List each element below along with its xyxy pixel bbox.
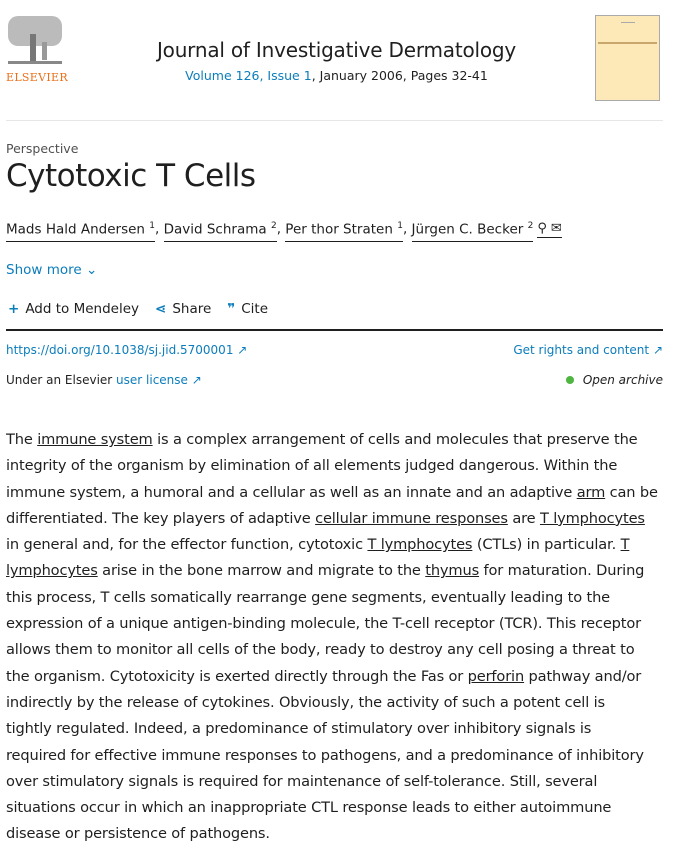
cite-button[interactable]: ❞ Cite [227,301,269,317]
body-line [6,453,658,479]
body-text: (CTLs) in particular. [472,536,621,554]
body-line [6,716,658,742]
body-line [6,664,658,690]
volume-link[interactable]: Volume 126, Issue 1 [185,68,312,83]
journal-title[interactable]: Journal of Investigative Dermatology [156,38,517,62]
body-text: can be [605,483,658,501]
body-line [6,480,658,506]
term-link[interactable]: immune system [37,431,153,448]
author-link[interactable]: David Schrama $^2$ [164,221,277,242]
body-line [6,743,658,769]
corresponding-author-icons[interactable] [537,221,561,238]
article-type: Perspective [6,141,79,156]
body-text: expression of a unique antigen-binding molecule, the T-cell receptor (TCR). This receptor [6,615,641,633]
body-text: this process, T cells somatically rearrange gene segments, eventually leading to the [6,588,611,606]
term-link[interactable]: arm [576,483,606,501]
plus-icon: + [8,301,20,317]
body-line [6,769,658,795]
publisher-name: ELSEVIER [6,71,68,84]
author-link[interactable]: Per thor Straten $^1$ [285,221,403,242]
status-dot-icon [566,376,574,384]
body-text: immune system, a humoral and a cellular as well as an innate and an adaptive [6,483,577,501]
body-text: integrity of the organism by elimination of all elements judged dangerous. Within the [6,457,618,475]
body-line [6,532,658,558]
term-link[interactable]: T lymphocytes [539,509,645,527]
doi-link[interactable]: https://doi.org/10.1038/sj.jid.5700001 ↗ [6,343,248,357]
body-line [6,690,658,716]
body-line [6,821,658,847]
term-link[interactable]: perforin [467,667,525,685]
body-text: over stimulatory signals is required for maintenance of self-tolerance. Still, several [6,772,598,790]
body-text: indirectly by the release of cytokines. Obviously, the activity of such a potent cell is [6,693,605,711]
body-text: arise in the bone marrow and migrate to the [97,562,426,580]
share-button[interactable]: ⋖ Share [155,301,212,317]
term-link[interactable]: T lymphocytes [367,536,473,554]
divider [6,120,663,121]
add-to-mendeley-button[interactable]: + Add to Mendeley [8,301,140,317]
body-text: the organism. Cytotoxicity is exerted directly through the Fas or [6,667,468,685]
share-icon: ⋖ [155,301,167,317]
body-text: The [6,431,38,448]
journal-cover[interactable] [595,15,660,101]
body-text: tightly regulated. Indeed, a predominance of stimulatory over inhibitory signals is [6,720,592,738]
envelope-icon: ✉ [550,221,562,236]
article-body [6,427,658,848]
body-line [6,795,658,821]
external-link-icon: ↗ [237,343,248,357]
article-title: Cytotoxic T Cells [6,158,256,194]
author-list: Mads Hald Andersen $^1$ , David Schrama $^2$ , Per thor Straten $^1$ , Jürgen C. Becker $^2$ ⚲ ✉ [6,221,562,242]
chevron-down-icon: ⌄ [85,262,98,278]
body-text: required for effective immune responses to pathogens, and a predominance of inhibitory [6,746,644,764]
user-license-link[interactable]: user license ↗ [116,373,202,387]
author-link[interactable]: Mads Hald Andersen $^1$ [6,221,155,242]
body-text: in general and, for the effector function, cytotoxic [6,536,368,554]
show-more-button[interactable]: Show more ⌄ [6,262,98,278]
body-text: differentiated. The key players of adaptive [6,509,316,527]
term-link[interactable]: cellular immune responses [315,509,508,527]
author-link[interactable]: Jürgen C. Becker $^2$ [412,221,534,242]
article-actions [8,301,268,317]
external-link-icon: ↗ [652,343,663,357]
body-line [6,427,658,453]
body-line [6,558,658,584]
body-text: allows them to monitor all cells of the body, ready to destroy any cell posing a threat to [6,641,635,659]
open-archive-badge: Open archive [566,373,663,387]
quote-icon: ❞ [227,301,236,317]
person-icon: ⚲ [537,221,547,236]
issue-details: , January 2006, Pages 32-41 [311,68,488,83]
body-line [6,637,658,663]
body-text: is a complex arrangement of cells and molecules that preserve the [152,431,638,448]
body-text: for maturation. During [479,562,645,580]
body-text: disease or persistence of pathogens. [6,825,270,843]
term-link[interactable]: T [620,536,630,554]
divider [6,329,663,331]
body-text: pathway and/or [524,667,642,685]
term-link[interactable]: lymphocytes [6,562,98,580]
body-text: are [507,509,540,527]
body-text: situations occur in which an inappropriate CTL response leads to either autoimmune [6,799,612,817]
get-rights-link[interactable]: Get rights and content ↗ [513,343,663,357]
license-info: Under an Elsevier user license ↗ [6,373,202,387]
body-line [6,585,658,611]
body-line [6,506,658,532]
body-line [6,611,658,637]
journal-issue [0,68,673,83]
term-link[interactable]: thymus [425,562,480,580]
